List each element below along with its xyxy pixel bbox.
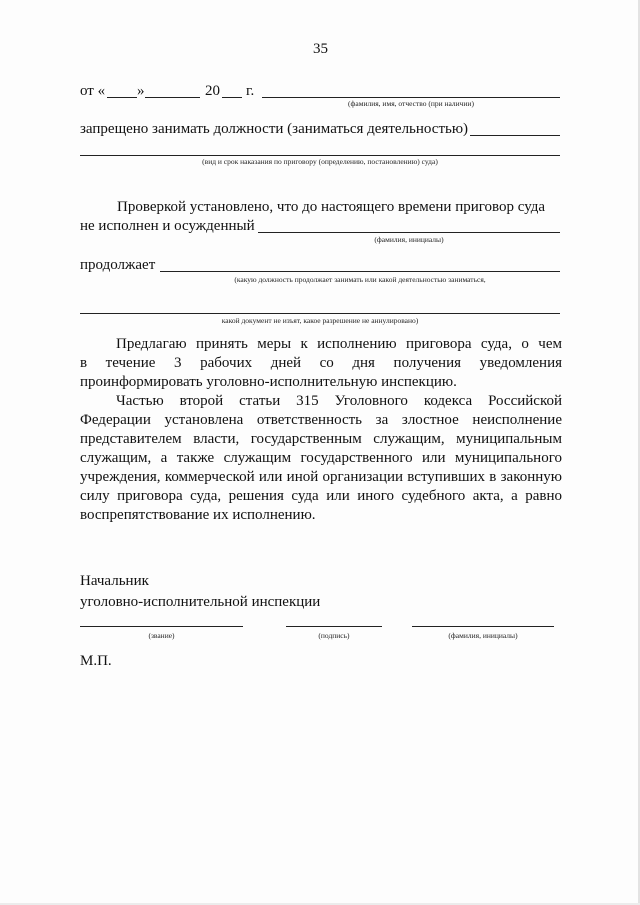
recipient-name-line (262, 97, 560, 98)
stamp-place: М.П. (80, 653, 112, 669)
rank-line (80, 626, 243, 627)
continues-caption-2: какой документ не изъят, какое разрешение не аннулировано) (221, 316, 419, 325)
day-blank-line (107, 97, 137, 98)
proposal-line-2: в течение 3 рабочих дней со дня получения уведомления (80, 355, 562, 371)
check-line-1: Проверкой установлено, что до настоящего времени приговор суда (117, 199, 546, 215)
article-line-7: воспрепятствование их исполнению. (80, 507, 316, 523)
check-line-2: не исполнен и осужденный (80, 218, 255, 234)
recipient-name-caption: (фамилия, имя, отчество (при наличии) (348, 99, 474, 108)
proposal-line-3: проинформировать уголовно-исполнительную инспекцию. (80, 374, 457, 390)
proposal-line-1: Предлагаю принять меры к исполнению приговора суда, о чем (116, 336, 562, 352)
article-line-2: Федерации установлена ответственность за злостное неисполнение (80, 412, 562, 428)
signature-line (286, 626, 382, 627)
article-line-4: служащим, а также служащим государственного или муниципального (80, 450, 562, 466)
signature-title-2: уголовно-исполнительной инспекции (80, 594, 321, 610)
month-blank-line (145, 97, 200, 98)
continues-caption-1: (какую должность продолжает занимать или какой деятельностью заниматься, (234, 275, 486, 284)
rank-caption: (звание) (148, 631, 175, 640)
article-line-5: учреждения, коммерческой или иной организации вступивших в законную (80, 469, 562, 485)
prohibited-blank-line (470, 135, 560, 136)
punishment-caption: (вид и срок наказания по приговору (определению, постановлению) суда) (202, 157, 438, 166)
year-blank-line (222, 97, 242, 98)
convict-name-line (258, 232, 560, 233)
continues-prefix: продолжает (80, 257, 156, 273)
officer-name-line (412, 626, 554, 627)
signature-caption: (подпись) (318, 631, 350, 640)
punishment-line (80, 155, 560, 156)
prohibited-text: запрещено занимать должности (заниматься деятельностью) (80, 121, 469, 137)
date-close-quote: » (137, 83, 145, 99)
convict-name-caption: (фамилия, инициалы) (374, 235, 444, 244)
page-number: 35 (313, 41, 328, 57)
article-line-3: представителем власти, государственным служащим, муниципальным (80, 431, 562, 447)
continues-line-2 (80, 313, 560, 314)
proposal-paragraph (80, 335, 562, 392)
year-prefix: 20 (205, 83, 220, 99)
officer-name-caption: (фамилия, инициалы) (448, 631, 518, 640)
year-suffix: г. (246, 83, 255, 99)
article-line-1: Частью второй статьи 315 Уголовного кодекса Российской (116, 393, 562, 409)
article-paragraph (80, 392, 562, 525)
continues-line-1 (160, 271, 560, 272)
date-prefix: от « (80, 83, 106, 99)
signature-title-1: Начальник (80, 573, 149, 589)
article-line-6: силу приговора суда, решения суда или иного судебного акта, а равно (80, 488, 562, 504)
